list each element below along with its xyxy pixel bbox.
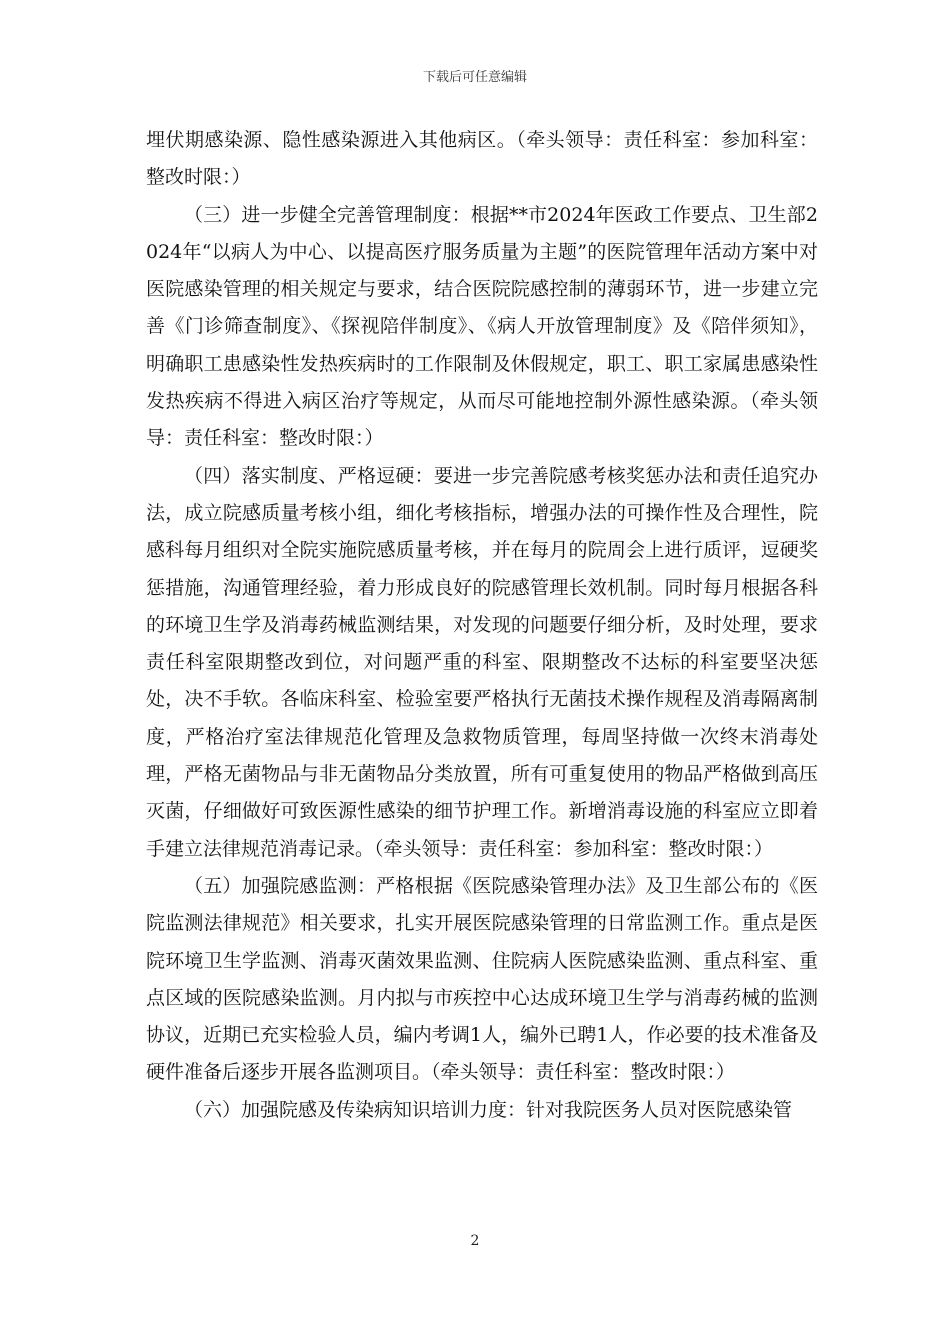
page-header: 下载后可任意编辑 [422,70,527,85]
paragraph-section-5: （五）加强院感监测：严格根据《医院感染管理办法》及卫生部公布的《医院监测法律规范》相关要求，扎实开展医院感染管理的日常监测工作。重点是医院环境卫生学监测、消毒灭菌效果监测、住院病人医院感染监测、重点科室、重点区域的医院感染监测。月内拟与市疾控中心达成环境卫生学与消毒药械的监测协议，近期已充实检验人员，编内考调1人，编外已聘1人，作必要的技术准备及硬件准备后逐步开展各监测项目。（牵头领导：责任科室：整改时限：） [146,874,818,1084]
document-body [146,122,818,1129]
paragraph-section-4: （四）落实制度、严格逗硬：要进一步完善院感考核奖惩办法和责任追究办法，成立院感质量考核小组，细化考核指标，增强办法的可操作性及合理性，院感科每月组织对全院实施院感质量考核，并在每月的院周会上进行质评，逗硬奖惩措施，沟通管理经验，着力形成良好的院感管理长效机制。同时每月根据各科的环境卫生学及消毒药械监测结果，对发现的问题要仔细分析，及时处理，要求责任科室限期整改到位，对问题严重的科室、限期整改不达标的科室要坚决惩处，决不手软。各临床科室、检验室要严格执行无菌技术操作规程及消毒隔离制度，严格治疗室法律规范化管理及急救物质管理，每周坚持做一次终末消毒处理，严格无菌物品与非无菌物品分类放置，所有可重复使用的物品严格做到高压灭菌，仔细做好可致医源性感染的细节护理工作。新增消毒设施的科室应立即着手建立法律规范消毒记录。（牵头领导：责任科室：参加科室：整改时限：） [146,464,818,860]
paragraph-section-3: （三）进一步健全完善管理制度：根据**市2024年医政工作要点、卫生部2024年“以病人为中心、以提高医疗服务质量为主题”的医院管理年活动方案中对医院感染管理的相关规定与要求，结合医院院感控制的薄弱环节，进一步建立完善《门诊筛查制度》、《探视陪伴制度》、《病人开放管理制度》及《陪伴须知》，明确职工患感染性发热疾病时的工作限制及休假规定，职工、职工家属患感染性发热疾病不得进入病区治疗等规定，从而尽可能地控制外源性感染源。（牵头领导：责任科室：整改时限：） [146,203,818,450]
paragraph-section-6: （六）加强院感及传染病知识培训力度：针对我院医务人员对医院感染管 [184,1098,793,1121]
paragraph-continuation: 埋伏期感染源、隐性感染源进入其他病区。（牵头领导：责任科室：参加科室：整改时限：） [146,129,818,189]
page-number: 2 [470,1233,480,1249]
